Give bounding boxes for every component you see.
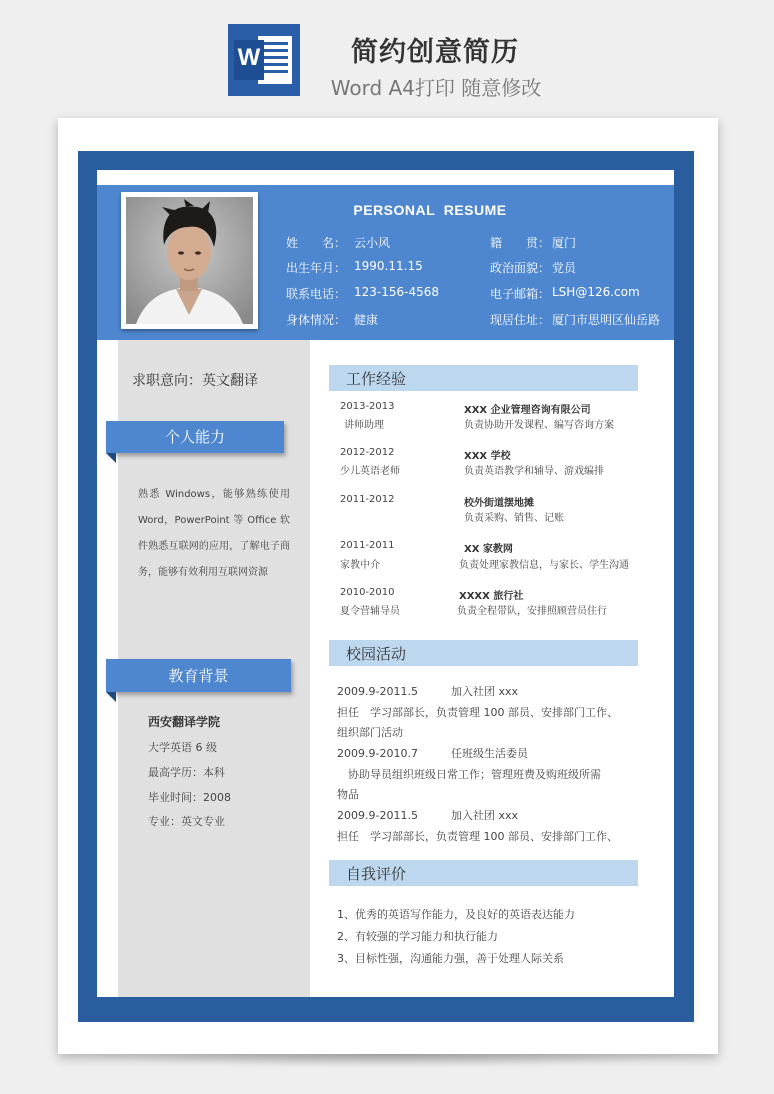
info-value-address: 厦门市思明区仙岳路 xyxy=(552,313,661,327)
work-role: 少儿英语老师 xyxy=(340,466,400,477)
job-intent: 求职意向：英文翻译 xyxy=(132,373,258,389)
section-tab-ability: 个人能力 xyxy=(106,421,284,453)
campus-line: 2009.9-2011.5 加入社团 xxx xyxy=(337,809,518,822)
info-value-politics: 党员 xyxy=(552,261,577,275)
tab-fold-education xyxy=(106,692,116,702)
work-desc: 负责协助开发课程、编写咨询方案 xyxy=(464,420,614,431)
info-value-phone: 123-156-4568 xyxy=(354,285,440,299)
campus-line: 2009.9-2011.5 加入社团 xxx xyxy=(337,685,518,698)
self-eval-item: 2、有较强的学习能力和执行能力 xyxy=(337,930,498,943)
info-label-health: 身体情况： xyxy=(286,313,347,327)
paper-shadow xyxy=(70,1054,706,1068)
section-title-self-eval: 自我评价 xyxy=(329,860,638,886)
work-period: 2013-2013 xyxy=(340,401,395,412)
campus-line: 协助导员组织班级日常工作；管理班费及购班级所需 xyxy=(337,768,601,781)
campus-line: 2009.9-2010.7 任班级生活委员 xyxy=(337,747,528,760)
work-role: 讲师助理 xyxy=(344,420,384,431)
info-value-health: 健康 xyxy=(354,313,379,327)
info-label-phone: 联系电话： xyxy=(286,287,347,301)
info-label-name: 姓 名： xyxy=(286,236,347,250)
tab-fold-ability xyxy=(106,453,116,463)
word-logo-icon xyxy=(228,24,300,96)
section-title-work: 工作经验 xyxy=(329,365,638,391)
word-logo-letter: W xyxy=(237,44,261,71)
profile-photo xyxy=(126,197,253,324)
info-label-hometown: 籍 贯： xyxy=(490,236,551,250)
work-role: 家教中介 xyxy=(340,560,380,571)
edu-item: 专业：英文专业 xyxy=(148,815,225,828)
work-org: 校外街道摆地摊 xyxy=(464,498,534,509)
work-period: 2012-2012 xyxy=(340,447,395,458)
work-desc: 负责全程带队，安排照顾营员住行 xyxy=(457,606,607,617)
edu-item: 毕业时间：2008 xyxy=(148,791,231,804)
campus-line: 物品 xyxy=(337,788,359,801)
resume-title: PERSONAL RESUME xyxy=(353,202,507,218)
work-desc: 负责英语教学和辅导、游戏编排 xyxy=(464,466,604,477)
page-subtitle: Word A4打印 随意修改 xyxy=(330,76,542,100)
work-desc: 负责处理家教信息，与家长、学生沟通 xyxy=(459,560,629,571)
info-value-hometown: 厦门 xyxy=(552,236,577,250)
work-org: XXXX 旅行社 xyxy=(459,591,524,602)
work-period: 2011-2012 xyxy=(340,494,395,505)
work-period: 2010-2010 xyxy=(340,587,395,598)
work-org: XX 家教网 xyxy=(464,544,513,555)
work-period: 2011-2011 xyxy=(340,540,395,551)
info-label-email: 电子邮箱： xyxy=(490,287,551,301)
info-value-birth: 1990.11.15 xyxy=(354,259,423,273)
info-label-politics: 政治面貌： xyxy=(490,261,551,275)
work-desc: 负责采购、销售、记账 xyxy=(464,513,564,524)
section-tab-education: 教育背景 xyxy=(106,659,291,692)
info-value-email: LSH@126.com xyxy=(552,285,640,299)
work-role: 夏令营辅导员 xyxy=(340,606,400,617)
section-title-campus: 校园活动 xyxy=(329,640,638,666)
info-value-name: 云小风 xyxy=(354,236,391,250)
campus-line: 担任 学习部部长，负责管理 100 部员、安排部门工作、 xyxy=(337,830,618,843)
work-org: XXX 企业管理咨询有限公司 xyxy=(464,405,591,416)
campus-line: 组织部门活动 xyxy=(337,726,403,739)
info-label-birth: 出生年月： xyxy=(286,261,347,275)
self-eval-item: 1、优秀的英语写作能力，及良好的英语表达能力 xyxy=(337,908,575,921)
edu-item: 大学英语 6 级 xyxy=(148,741,217,754)
ability-text: 熟悉 Windows，能够熟练使用 Word，PowerPoint 等 Office 软件熟悉互联网的应用，了解电子商务，能够有效利用互联网资源 xyxy=(138,489,290,578)
campus-line: 担任 学习部部长，负责管理 100 部员、安排部门工作、 xyxy=(337,706,618,719)
page-title: 简约创意简历 xyxy=(351,37,519,68)
work-org: XXX 学校 xyxy=(464,451,511,462)
edu-item: 最高学历：本科 xyxy=(148,766,225,779)
info-label-address: 现居住址： xyxy=(490,313,551,327)
self-eval-item: 3、目标性强，沟通能力强，善于处理人际关系 xyxy=(337,952,564,965)
edu-school: 西安翻译学院 xyxy=(148,715,221,729)
